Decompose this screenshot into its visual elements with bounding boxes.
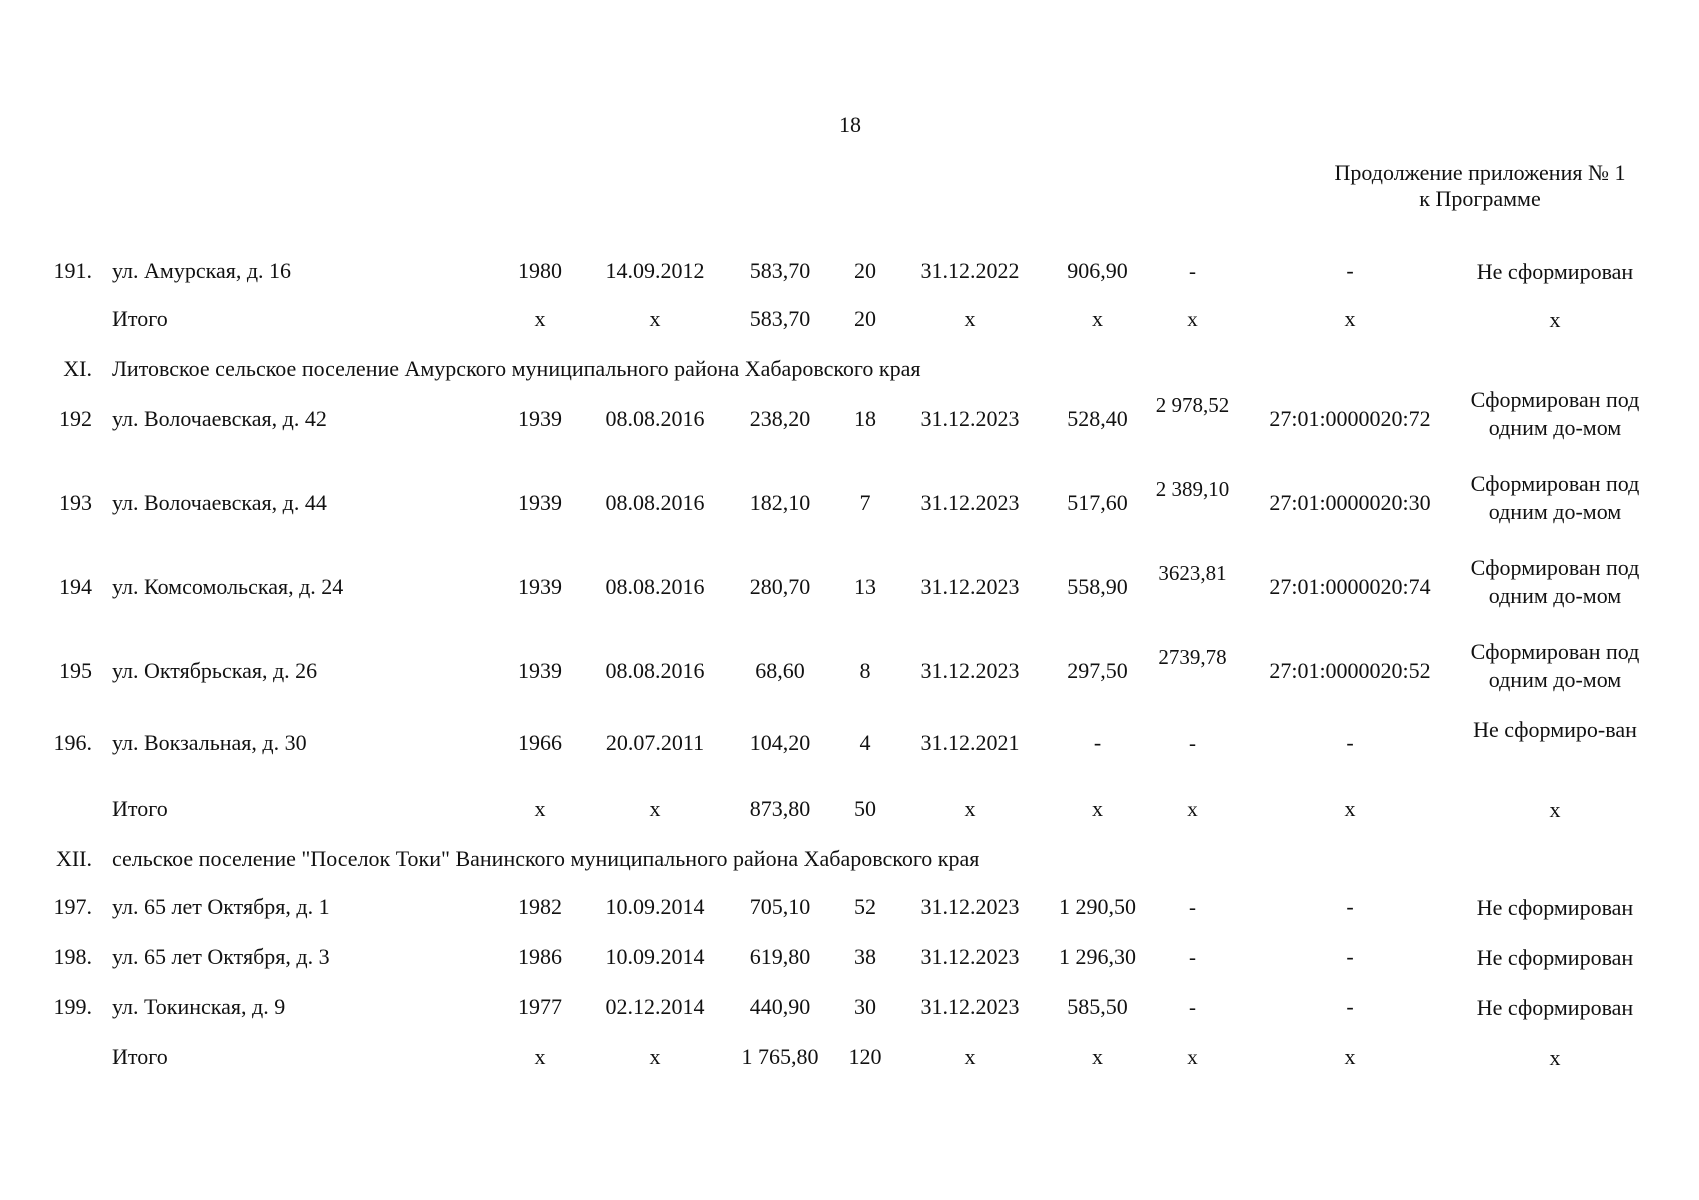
area-2: 1 290,50: [1059, 894, 1136, 919]
year-built: x: [534, 796, 546, 821]
cadastral-number: -: [1346, 258, 1354, 283]
section-title: Литовское сельское поселение Амурского муниципального района Хабаровского края: [112, 356, 921, 381]
planned-date: 31.12.2023: [920, 406, 1020, 431]
row-number: 198.: [53, 944, 92, 969]
land-status: x: [1549, 307, 1561, 332]
area: 68,60: [755, 658, 805, 683]
residents: 38: [854, 944, 876, 969]
address: ул. Волочаевская, д. 42: [112, 406, 327, 431]
residents: 52: [854, 894, 876, 919]
recognition-date: x: [649, 796, 661, 821]
total-label: Итого: [112, 1044, 168, 1069]
land-area: 2739,78: [1158, 645, 1227, 669]
row-number: 194: [59, 574, 92, 599]
recognition-date: 14.09.2012: [605, 258, 705, 283]
planned-date: 31.12.2023: [920, 894, 1020, 919]
address: ул. Амурская, д. 16: [112, 258, 292, 283]
land-status: Не сформирован: [1476, 895, 1634, 920]
residents: 50: [854, 796, 876, 821]
area: 1 765,80: [741, 1044, 819, 1069]
planned-date: x: [964, 1044, 976, 1069]
land-area: -: [1189, 259, 1196, 283]
year-built: 1986: [518, 944, 562, 969]
year-built: x: [534, 306, 546, 331]
appendix-header: [1300, 160, 1660, 212]
land-status: Сформирован под одним до-мом: [1470, 471, 1640, 524]
area: 440,90: [749, 994, 811, 1019]
address: ул. 65 лет Октября, д. 1: [112, 894, 330, 919]
land-status: x: [1549, 1045, 1561, 1070]
section-number: XII.: [55, 846, 92, 871]
residents: 4: [859, 730, 871, 755]
area: 104,20: [749, 730, 811, 755]
land-status: Не сформирован: [1476, 259, 1634, 284]
total-label: Итого: [112, 306, 168, 331]
row-number: 192: [59, 406, 92, 431]
cadastral-number: 27:01:0000020:72: [1269, 406, 1431, 431]
land-status: Не сформирован: [1476, 995, 1634, 1020]
area: 238,20: [749, 406, 811, 431]
area-2: x: [1092, 1044, 1103, 1069]
area: 705,10: [749, 894, 811, 919]
land-area: x: [1187, 1045, 1198, 1069]
land-status: Не сформирован: [1476, 945, 1634, 970]
area: 280,70: [749, 574, 811, 599]
land-area: -: [1189, 995, 1196, 1019]
page-number: 18: [839, 112, 861, 137]
area-2: 585,50: [1067, 994, 1128, 1019]
cadastral-number: 27:01:0000020:52: [1269, 658, 1431, 683]
recognition-date: 08.08.2016: [605, 658, 705, 683]
land-area: 2 389,10: [1155, 477, 1230, 501]
address: ул. 65 лет Октября, д. 3: [112, 944, 330, 969]
address: ул. Октябрьская, д. 26: [112, 658, 318, 683]
land-status: Сформирован под одним до-мом: [1470, 555, 1640, 608]
land-area: 3623,81: [1158, 561, 1227, 585]
recognition-date: 08.08.2016: [605, 574, 705, 599]
year-built: 1966: [518, 730, 562, 755]
recognition-date: x: [649, 1044, 661, 1069]
recognition-date: 08.08.2016: [605, 406, 705, 431]
cadastral-number: 27:01:0000020:74: [1269, 574, 1431, 599]
cadastral-number: -: [1346, 994, 1354, 1019]
residents: 7: [859, 490, 871, 515]
cadastral-number: 27:01:0000020:30: [1269, 490, 1431, 515]
year-built: 1977: [518, 994, 562, 1019]
row-number: 196.: [53, 730, 92, 755]
land-area: -: [1189, 731, 1196, 755]
residents: 20: [854, 306, 876, 331]
planned-date: 31.12.2023: [920, 658, 1020, 683]
section-number: XI.: [63, 356, 92, 381]
row-number: 199.: [53, 994, 92, 1019]
cadastral-number: x: [1344, 796, 1356, 821]
recognition-date: 10.09.2014: [605, 944, 705, 969]
year-built: 1939: [518, 406, 562, 431]
residents: 8: [859, 658, 871, 683]
area-2: x: [1092, 796, 1103, 821]
section-title: сельское поселение "Поселок Токи" Ванинского муниципального района Хабаровского края: [112, 846, 980, 871]
residents: 20: [854, 258, 876, 283]
area-2: x: [1092, 306, 1103, 331]
area: 583,70: [749, 258, 811, 283]
area: 182,10: [749, 490, 811, 515]
year-built: 1939: [518, 490, 562, 515]
area: 583,70: [749, 306, 811, 331]
recognition-date: 02.12.2014: [605, 994, 705, 1019]
land-status: Сформирован под одним до-мом: [1470, 639, 1640, 692]
area-2: 558,90: [1067, 574, 1128, 599]
row-number: 197.: [53, 894, 92, 919]
address: ул. Вокзальная, д. 30: [112, 730, 307, 755]
area: 619,80: [749, 944, 811, 969]
cadastral-number: x: [1344, 1044, 1356, 1069]
address: ул. Волочаевская, д. 44: [112, 490, 327, 515]
year-built: x: [534, 1044, 546, 1069]
planned-date: x: [964, 796, 976, 821]
row-number: 193: [59, 490, 92, 515]
cadastral-number: -: [1346, 730, 1354, 755]
total-label: Итого: [112, 796, 168, 821]
planned-date: 31.12.2021: [920, 730, 1020, 755]
planned-date: 31.12.2023: [920, 490, 1020, 515]
address: ул. Комсомольская, д. 24: [112, 574, 344, 599]
recognition-date: 20.07.2011: [605, 730, 705, 755]
area-2: -: [1093, 730, 1102, 755]
planned-date: 31.12.2023: [920, 944, 1020, 969]
planned-date: 31.12.2022: [920, 258, 1020, 283]
area-2: 906,90: [1067, 258, 1128, 283]
appendix-line-1: Продолжение приложения № 1: [1334, 160, 1626, 185]
row-number: 191.: [53, 258, 92, 283]
year-built: 1982: [518, 894, 562, 919]
recognition-date: 08.08.2016: [605, 490, 705, 515]
land-area: x: [1187, 307, 1198, 331]
cadastral-number: -: [1346, 894, 1354, 919]
area-2: 1 296,30: [1059, 944, 1136, 969]
residents: 30: [854, 994, 876, 1019]
row-number: 195: [59, 658, 92, 683]
planned-date: x: [964, 306, 976, 331]
land-area: -: [1189, 945, 1196, 969]
area-2: 297,50: [1067, 658, 1128, 683]
area-2: 517,60: [1067, 490, 1128, 515]
year-built: 1980: [518, 258, 562, 283]
recognition-date: 10.09.2014: [605, 894, 705, 919]
area: 873,80: [749, 796, 811, 821]
land-area: x: [1187, 797, 1198, 821]
appendix-line-2: к Программе: [1419, 186, 1541, 211]
year-built: 1939: [518, 574, 562, 599]
residents: 18: [854, 406, 876, 431]
cadastral-number: x: [1344, 306, 1356, 331]
year-built: 1939: [518, 658, 562, 683]
land-status: x: [1549, 797, 1561, 822]
residents: 120: [848, 1044, 882, 1069]
recognition-date: x: [649, 306, 661, 331]
area-2: 528,40: [1067, 406, 1128, 431]
planned-date: 31.12.2023: [920, 994, 1020, 1019]
planned-date: 31.12.2023: [920, 574, 1020, 599]
land-area: -: [1189, 895, 1196, 919]
land-status: Сформирован под одним до-мом: [1470, 387, 1640, 440]
land-area: 2 978,52: [1155, 393, 1230, 417]
land-status: Не сформиро-ван: [1473, 717, 1637, 742]
residents: 13: [854, 574, 876, 599]
address: ул. Токинская, д. 9: [112, 994, 286, 1019]
cadastral-number: -: [1346, 944, 1354, 969]
